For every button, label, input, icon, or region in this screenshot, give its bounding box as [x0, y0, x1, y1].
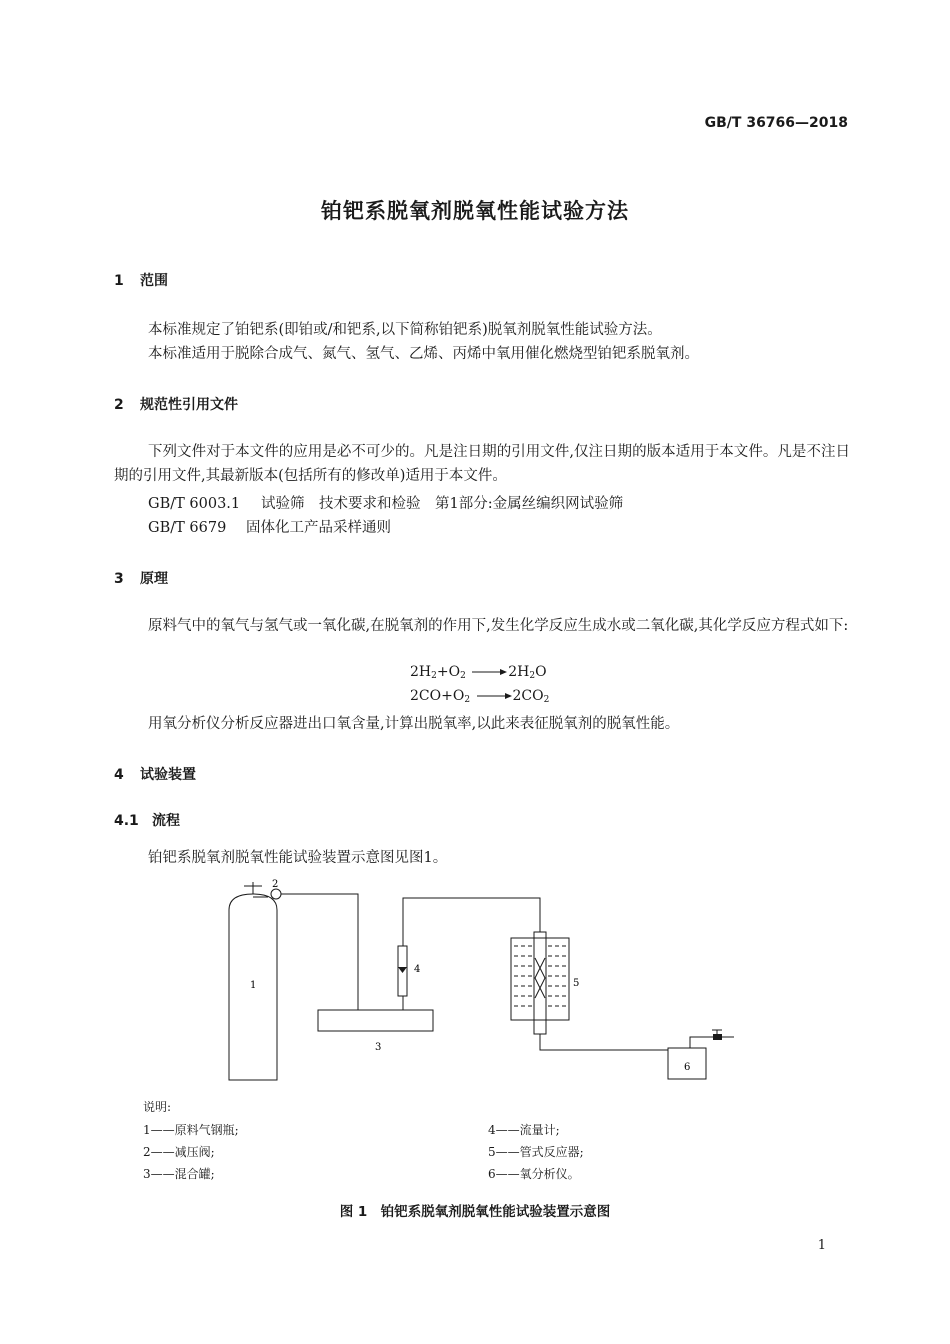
document-title: 铂钯系脱氧剂脱氧性能试验方法	[321, 199, 629, 223]
reaction-arrow-icon	[475, 691, 513, 701]
diagram-label: 2	[272, 879, 279, 890]
legend-item: 2——减压阀;	[143, 1145, 215, 1159]
reaction-arrow-icon	[470, 667, 508, 677]
figure-caption: 图 1 铂钯系脱氧剂脱氧性能试验装置示意图	[339, 1204, 611, 1220]
section-title: 原理	[140, 571, 168, 587]
diagram-label: 3	[375, 1042, 382, 1053]
paragraph: 用氧分析仪分析反应器进出口氧含量,计算出脱氧率,以此来表征脱氧剂的脱氧性能。	[148, 716, 680, 732]
mixing-tank	[318, 1010, 433, 1031]
section-title: 试验装置	[140, 767, 196, 783]
reference-title: 试验筛 技术要求和检验 第1部分:金属丝编织网试验筛	[261, 496, 624, 512]
legend-item: 6——氧分析仪。	[488, 1167, 580, 1181]
reactor-bath	[511, 938, 569, 1020]
pressure-reducing-valve	[271, 889, 281, 899]
reference-item	[148, 516, 391, 537]
paragraph: 原料气中的氧气与氢气或一氧化碳,在脱氧剂的作用下,发生化学反应生成水或二氧化碳,其化学反应方程式如下:	[148, 618, 849, 634]
reference-code: GB/T 6003.1	[148, 496, 241, 512]
legend-item: 1——原料气钢瓶;	[143, 1123, 239, 1137]
section-2-heading	[114, 394, 238, 414]
subsection-4-1-heading	[114, 810, 180, 830]
reference-code: GB/T 6679	[148, 520, 227, 536]
standard-number: GB/T 36766—2018	[704, 115, 848, 131]
section-number: 3	[114, 571, 124, 587]
paragraph: 本标准规定了铂钯系(即铂或/和钯系,以下简称铂钯系)脱氧剂脱氧性能试验方法。	[148, 322, 662, 338]
legend-item: 5——管式反应器;	[488, 1145, 584, 1159]
page-number: 1	[817, 1238, 826, 1253]
paragraph: 本标准适用于脱除合成气、氮气、氢气、乙烯、丙烯中氧用催化燃烧型铂钯系脱氧剂。	[148, 346, 699, 362]
section-1-heading	[114, 270, 168, 290]
section-number: 4	[114, 767, 124, 783]
section-number: 2	[114, 397, 124, 413]
section-4-heading	[114, 764, 196, 784]
diagram-label: 6	[684, 1062, 691, 1073]
paragraph: 铂钯系脱氧剂脱氧性能试验装置示意图见图1。	[148, 850, 448, 866]
reference-item	[148, 492, 623, 513]
section-title: 流程	[152, 813, 180, 829]
legend-item: 3——混合罐;	[143, 1167, 215, 1181]
section-number: 1	[114, 273, 124, 289]
section-title: 规范性引用文件	[140, 397, 238, 413]
diagram-label: 5	[573, 978, 580, 989]
section-number: 4.1	[114, 813, 139, 829]
paragraph: 下列文件对于本文件的应用是必不可少的。凡是注日期的引用文件,仅注日期的版本适用于本文件。凡是不注日期的引用文件,其最新版本(包括所有的修改单)适用于本文件。	[114, 444, 850, 484]
chemical-equation-1: $2H_2+O_2$ $2H_2O$	[410, 664, 547, 681]
tubular-reactor	[534, 932, 546, 1034]
legend-item: 4——流量计;	[488, 1123, 560, 1137]
section-title: 范围	[140, 273, 168, 289]
legend-title: 说明:	[143, 1100, 172, 1114]
diagram-label: 1	[250, 980, 257, 991]
chemical-equation-2: $2CO+O_2$ $2CO_2$	[410, 688, 550, 705]
reference-title: 固体化工产品采样通则	[246, 520, 391, 536]
diagram-label: 4	[414, 964, 421, 975]
apparatus-diagram	[0, 870, 950, 1085]
section-3-heading	[114, 568, 168, 588]
